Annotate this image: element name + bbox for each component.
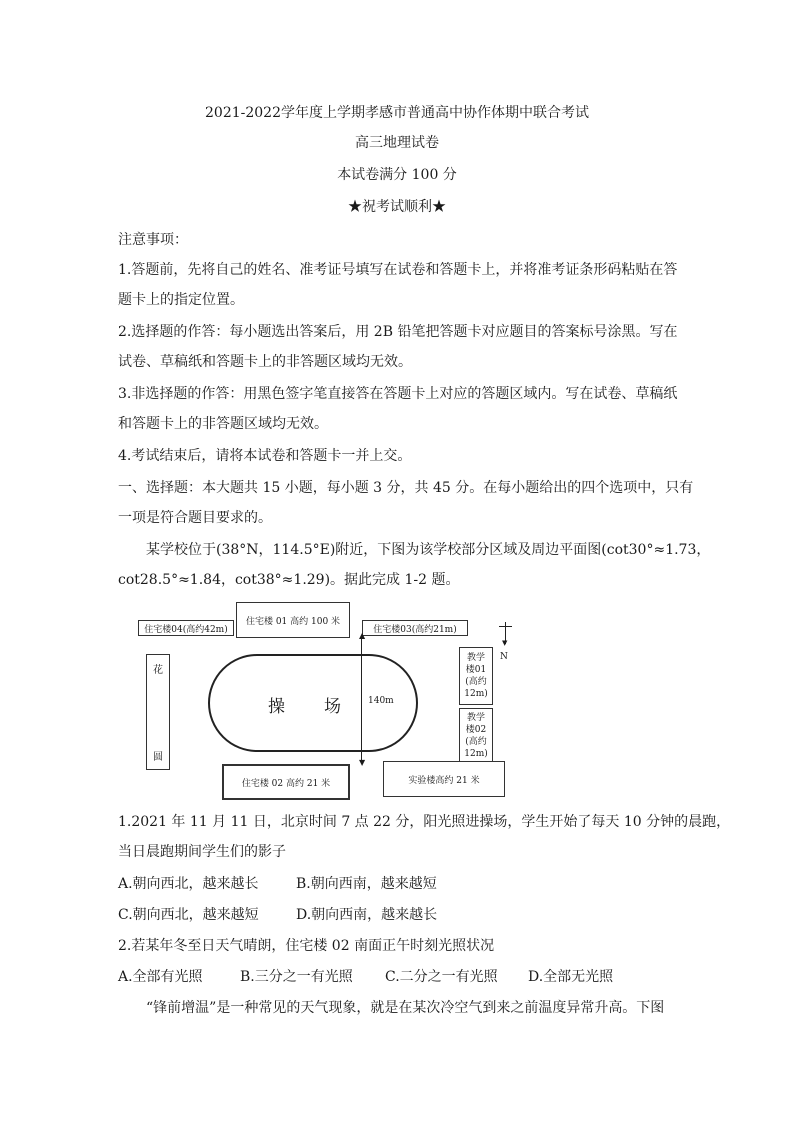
- note-2b: 试卷、草稿纸和答题卡上的非答题区域均无效。: [118, 354, 412, 370]
- garden: [146, 654, 170, 770]
- teach02-line-4: 12m): [464, 749, 488, 759]
- residential-04-label: 住宅楼04(高约42m): [144, 624, 228, 635]
- north-arrow-crossbar: [499, 626, 512, 627]
- playground-label-right: 场: [324, 697, 341, 717]
- school-map-figure: [118, 596, 538, 801]
- distance-arrow-down-icon: ▼: [359, 758, 366, 767]
- playground-label-left: 操: [268, 697, 285, 717]
- distance-arrow-up-icon: ▲: [359, 631, 366, 640]
- residential-building-02: [222, 764, 350, 800]
- intro-line-1: 某学校位于(38°N，114.5°E)附近，下图为该学校部分区域及周边平面图(cot30°≈1.73，: [146, 542, 711, 558]
- note-2a: 2.选择题的作答：每小题选出答案后，用 2B 铅笔把答题卡对应题目的答案标号涂黑。写在: [118, 324, 678, 340]
- garden-label-bottom: 圆: [153, 752, 163, 763]
- residential-building-01: [236, 602, 350, 638]
- note-3a: 3.非选择题的作答：用黑色签字笔直接答在答题卡上对应的答题区域内。写在试卷、草稿纸: [118, 386, 678, 402]
- teaching-building-01: [459, 647, 493, 705]
- intro-line-2: cot28.5°≈1.84，cot38°≈1.29)。据此完成 1-2 题。: [118, 572, 460, 588]
- teach02-line-1: 教学: [466, 713, 485, 723]
- note-1a: 1.答题前，先将自己的姓名、准考证号填写在试卷和答题卡上，并将准考证条形码粘贴在答: [118, 262, 678, 278]
- note-4: 4.考试结束后，请将本试卷和答题卡一并上交。: [118, 448, 412, 464]
- teach01-line-3: (高约: [465, 677, 487, 687]
- teaching-building-02: [459, 708, 493, 764]
- section-1-line-1: 一、选择题：本大题共 15 小题，每小题 3 分，共 45 分。在每小题给出的四个选项中，只有: [118, 480, 694, 496]
- blessing-line: ★祝考试顺利★: [348, 199, 446, 215]
- exam-subtitle: 高三地理试卷: [355, 135, 439, 151]
- teach02-line-2: 楼02: [465, 725, 487, 735]
- residential-building-03: [362, 620, 468, 636]
- lab-building-label: 实验楼高约 21 米: [408, 775, 480, 786]
- passage-line-1: “锋前增温”是一种常见的天气现象，就是在某次冷空气到来之前温度异常升高。下图: [146, 1000, 665, 1016]
- residential-01-label: 住宅楼 01 高约 100 米: [245, 616, 341, 627]
- notes-heading: 注意事项：: [118, 232, 188, 248]
- q2-option-d[interactable]: D.全部无光照: [528, 969, 614, 985]
- note-1b: 题卡上的指定位置。: [118, 292, 244, 308]
- q1-stem-a: 1.2021 年 11 月 11 日，北京时间 7 点 22 分，阳光照进操场，学生开始了每天 10 分钟的晨跑，: [118, 814, 731, 830]
- q2-option-c[interactable]: C.二分之一有光照: [385, 969, 498, 985]
- distance-line: [361, 636, 362, 763]
- lab-building: [383, 761, 505, 797]
- residential-building-04: [138, 620, 234, 636]
- note-3b: 和答题卡上的非答题区域均无效。: [118, 416, 328, 432]
- section-1-line-2: 一项是符合题目要求的。: [118, 510, 272, 526]
- q1-option-d[interactable]: D.朝向西南，越来越长: [296, 907, 438, 923]
- residential-02-label: 住宅楼 02 高约 21 米: [241, 778, 331, 789]
- q2-option-a[interactable]: A.全部有光照: [118, 969, 203, 985]
- garden-label-top: 花: [153, 665, 163, 676]
- teach01-line-4: 12m): [464, 689, 488, 699]
- q1-option-c[interactable]: C.朝向西北，越来越短: [118, 907, 259, 923]
- exam-title: 2021-2022学年度上学期孝感市普通高中协作体期中联合考试: [205, 105, 589, 121]
- q1-stem-b: 当日晨跑期间学生们的影子: [118, 844, 286, 860]
- q2-stem: 2.若某年冬至日天气晴朗，住宅楼 02 南面正午时刻光照状况: [118, 938, 495, 954]
- distance-label: 140m: [368, 696, 394, 706]
- q1-option-b[interactable]: B.朝向西南，越来越短: [296, 876, 437, 892]
- teach01-line-2: 楼01: [465, 665, 487, 675]
- north-label: N: [500, 652, 508, 662]
- score-note: 本试卷满分 100 分: [337, 167, 457, 183]
- teach02-line-3: (高约: [465, 737, 487, 747]
- q2-option-b[interactable]: B.三分之一有光照: [240, 969, 353, 985]
- residential-03-label: 住宅楼03(高约21m): [373, 624, 457, 635]
- q1-option-a[interactable]: A.朝向西北，越来越长: [118, 876, 259, 892]
- north-arrow-head-icon: ▼: [502, 639, 508, 647]
- teach01-line-1: 教学: [466, 653, 485, 663]
